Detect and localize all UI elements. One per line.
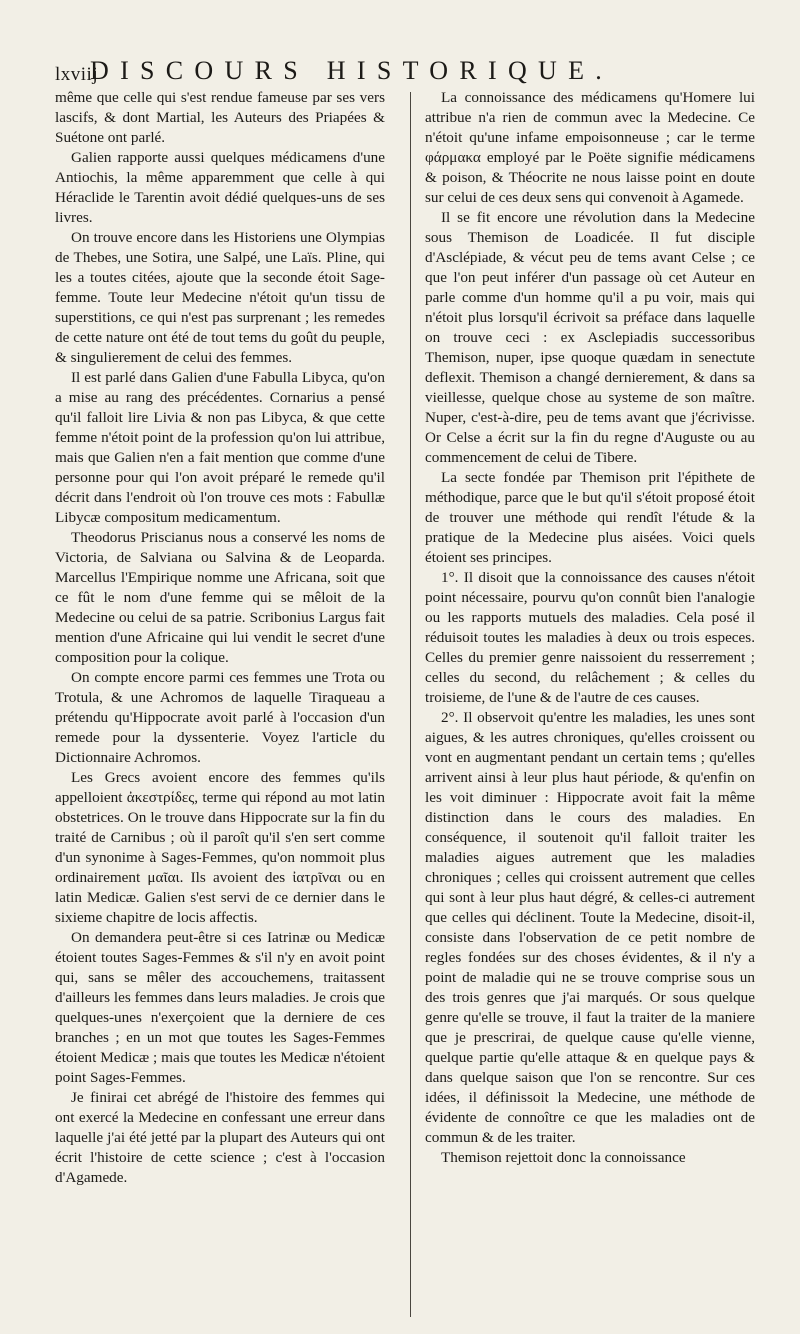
paragraph: Theodorus Priscianus nous a conservé les noms de Victoria, de Salviana ou Salvina & de Leoparda. Marcellus l'Empirique nomme une Africana, soit que ce fût le nom d'une femme qui se mêloit de la Medecine ou celui de sa patrie. Scribonius Largus fait mention d'une Africaine qui lui vendit le secret d'une composition pour la colique.: [55, 529, 385, 666]
paragraph: On trouve encore dans les Historiens une Olympias de Thebes, une Sotira, une Salpé, une Laïs. Pline, qui les a toutes citées, ajoute que la seconde étoit Sage-femme. Toute leur Medecine n'étoit qu'un tissu de superstitions, ce qui n'est pas surprenant ; les remedes de cette nature ont été de tout tems du goût du peuple, & singulierement de celui des femmes.: [55, 229, 385, 366]
paragraph: 2°. Il observoit qu'entre les maladies, les unes sont aigues, & les autres chroniques, qu'elles croissent ou vont en augmentant pendant un certain tems ; qu'elles arrivent ainsi à leur plus haut période, & qu'enfin on les voit diminuer : Hippocrate avoit fait la même distinction dans le cours des maladies. En conséquence, il soutenoit qu'il falloit traiter les maladies aigues autrement que les maladies chroniques ; celles qui croissent autrement que celles qui sont à leur plus haut dégré, & celles-ci autrement que celles qui déclinent. Toute la Medecine, disoit-il, consiste dans l'observation de ce petit nombre de regles fondées sur des choses évidentes, & il n'y a point de maladie qui ne se trouve comprise sous un des trois genres que j'ai marqués. Or sous quelque genre qu'elle se trouve, il faut la traiter de la maniere que je prescrirai, de quelque cause qu'elle vienne, quelque partie qu'elle attaque & en quelque pays & dans quelque saison que l'on se rencontre. Sur ces idées, il définissoit la Medecine, une méthode de évidente de connoître ce que les maladies ont de commun & de les traiter.: [425, 709, 755, 1146]
paragraph: 1°. Il disoit que la connoissance des causes n'étoit point nécessaire, pourvu qu'on connût bien l'analogie ou les rapports mutuels des maladies. Cela posé il réduisoit toutes les maladies à deux ou trois especes. Celles du premier genre naissoient du resserrement ; celles du second, du relâchement ; & celles du troisieme, de l'une & de l'autre de ces causes.: [425, 569, 755, 706]
paragraph: même que celle qui s'est rendue fameuse par ses vers lascifs, & dont Martial, les Auteurs des Priapées & Suétone ont parlé.: [55, 89, 385, 146]
paragraph: On demandera peut-être si ces Iatrinæ ou Medicæ étoient toutes Sages-Femmes & s'il n'y en avoit point qui, sans se mêler des accouchemens, traitassent d'ailleurs les femmes dans leurs maladies. Je crois que quelques-unes n'exerçoient que la derniere de ces branches ; en un mot que toutes les Sages-Femmes étoient Medicæ ; mais que toutes les Medicæ n'étoient point Sages-Femmes.: [55, 929, 385, 1086]
paragraph: La secte fondée par Themison prit l'épithete de méthodique, parce que le but qu'il s'étoit proposé étoit de trouver une méthode qui rendît l'étude & la pratique de la Medecine plus aisées. Voici quels étoient ses principes.: [425, 469, 755, 566]
paragraph: La connoissance des médicamens qu'Homere lui attribue n'a rien de commun avec la Medecine. Ce n'étoit qu'une infame empoisonneuse ; car le terme φάρμακα employé par le Poëte signifie médicamens & poison, & Théocrite ne nous laisse point en doute sur celui de ces deux sens qui convenoit à Agamede.: [425, 89, 755, 206]
paragraph: Je finirai cet abrégé de l'histoire des femmes qui ont exercé la Medecine en confessant une erreur dans laquelle j'ai été jetté par la plupart des Auteurs qui ont écrit l'histoire de cette science ; c'est à l'occasion d'Agamede.: [55, 1089, 385, 1186]
paragraph: Galien rapporte aussi quelques médicamens d'une Antiochis, la même apparemment que celle à qui Héraclide le Tarentin avoit dédié quelques-uns de ses livres.: [55, 149, 385, 226]
paragraph: On compte encore parmi ces femmes une Trota ou Trotula, & une Achromos de laquelle Tiraqueau a prétendu qu'Hippocrate avoit parlé à l'occasion d'un remede pour la dyssenterie. Voyez l'article du Dictionnaire Achromos.: [55, 669, 385, 766]
page-number: lxviij: [55, 64, 99, 85]
paragraph: Il se fit encore une révolution dans la Medecine sous Themison de Loadicée. Il fut disciple d'Asclépiade, & vécut peu de tems avant Celse ; ce que l'on peut inférer d'un passage où cet Auteur en parle comme d'un homme qu'il a pu voir, mais qui n'étoit plus lorsqu'il écrivoit sa préface dans laquelle on trouve ceci : ex Asclepiadis successoribus Themison, nuper, ipse quoque quædam in senectute deflexit. Themison a changé dernierement, & dans sa vieillesse, quelque chose au systeme de son maître. Nuper, c'est-à-dire, peu de tems avant que j'écrivisse. Or Celse a écrit sur la fin du regne d'Auguste ou au commencement de celui de Tibere.: [425, 209, 755, 466]
column-divider: [410, 92, 411, 1317]
paragraph: Il est parlé dans Galien d'une Fabulla Libyca, qu'on a mise au rang des précédentes. Cornarius a pensé qu'il falloit lire Livia & non pas Libyca, & que cette femme n'étoit point de la profession qu'on lui attribue, mais que Galien n'en a fait mention que comme d'une personne pour qui l'on avoit préparé le remede qu'il décrit dans l'endroit où l'on trouve ces mots : Fabullæ Libycæ compositum medicamentum.: [55, 369, 385, 526]
page-header: [55, 56, 755, 86]
paragraph: Les Grecs avoient encore des femmes qu'ils appelloient ἀκεστρίδες, terme qui répond au mot latin obstetrices. On le trouve dans Hippocrate sur la fin du traité de Carnibus ; où il paroît qu'il s'en sert comme d'un synonime à Sages-Femmes, qu'on nommoit plus ordinairement μαῖαι. Ils avoient des ἰατρῖναι ou en latin Medicæ. Galien s'est servi de ce dernier dans le sixieme chapitre de locis affectis.: [55, 769, 385, 926]
paragraph: Themison rejettoit donc la connoissance: [441, 1149, 686, 1166]
right-column: [425, 88, 755, 1168]
running-title: DISCOURS HISTORIQUE.: [90, 56, 614, 85]
left-column: [55, 88, 385, 1188]
